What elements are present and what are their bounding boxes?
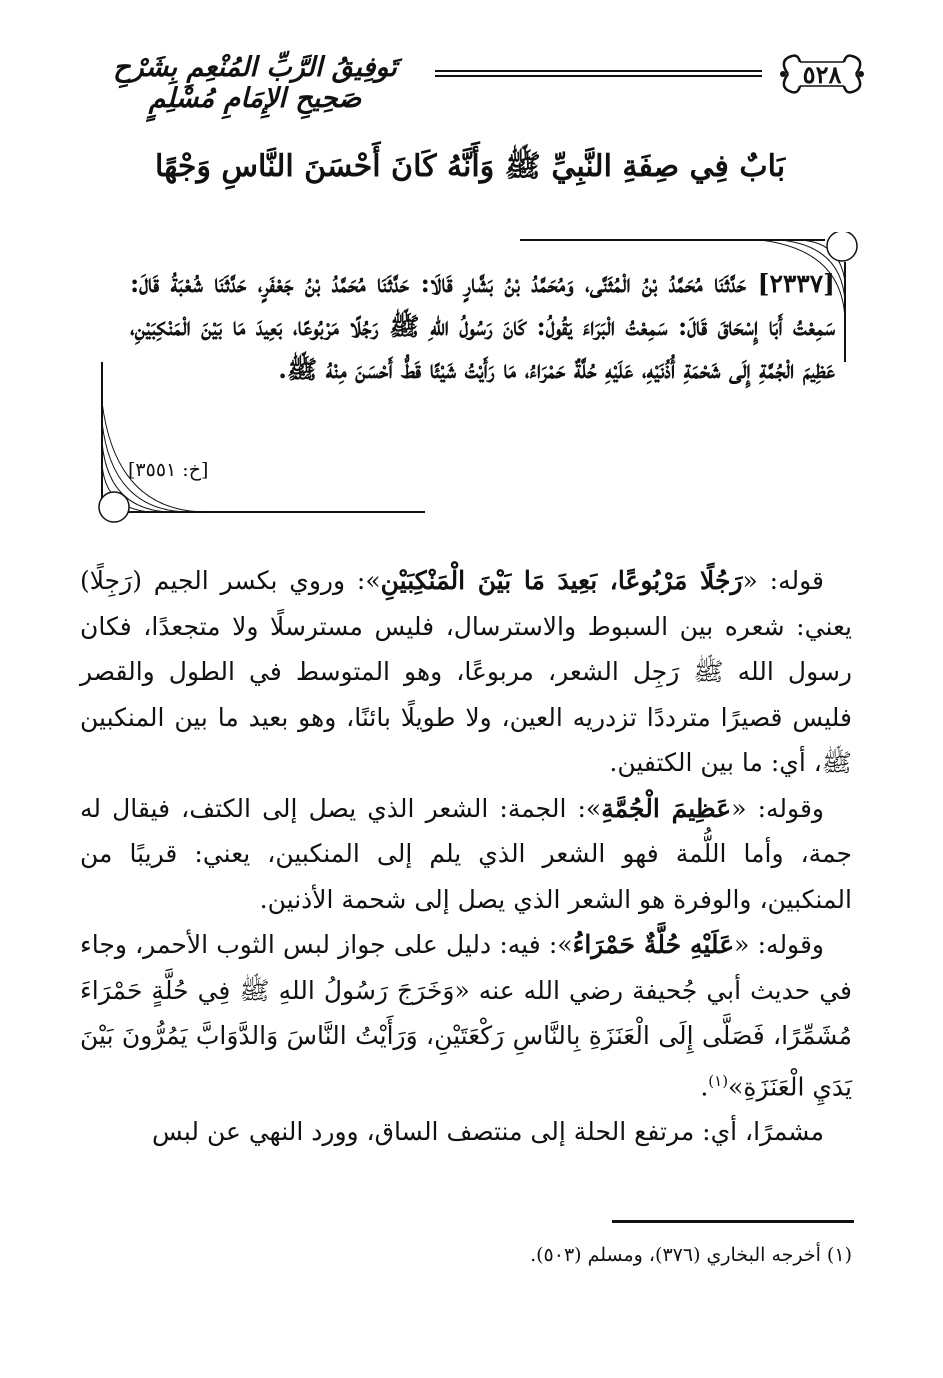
commentary-paragraph (80, 558, 852, 786)
commentary (80, 558, 852, 1155)
commentary-paragraph (80, 922, 852, 1109)
page-number: ٥٢٨ (802, 59, 842, 89)
footnote-marker[interactable]: (١) (708, 1071, 729, 1090)
quoted-phrase: عَظِيمَ الْجُمَّةِ (601, 793, 732, 823)
commentary-lead: قوله: « (742, 566, 824, 595)
commentary-paragraph: مشمرًا، أي: مرتفع الحلة إلى منتصف الساق، وورد النهي عن لبس (151, 1117, 824, 1147)
quoted-phrase: عَلَيْهِ حُلَّةٌ حَمْرَاءُ (572, 930, 735, 959)
commentary-text: »: فيه: دليل على جواز لبس الثوب الأحمر، وجاء في حديث أبي جُحيفة رضي الله عنه «وَخَرَجَ رَسُولُ اللهِ ﷺ فِي حُلَّةٍ حَمْرَاءَ مُشَمِّرًا، فَصَلَّى إِلَى الْعَنَزَةِ بِالنَّاسِ رَكْعَتَيْنِ، وَرَأَيْتُ النَّاسَ وَالدَّوَابَّ يَمُرُّونَ بَيْنَ يَدَيِ الْعَنَزَةِ» (80, 930, 852, 1101)
commentary-text: »: وروي بكسر الجيم (رَجِلًا) يعني: شعره بين السبوط والاسترسال، فليس مسترسلًا ولا متجعدًا، فكان رسول الله ﷺ رَجِل الشعر، مربوعًا، وهو المتوسط في الطول والقصر فليس قصيرًا مترددًا تزدريه العين، ولا طويلًا بائنًا، وهو بعيد ما بين المنكبين ﷺ، أي: ما بين الكتفين. (80, 566, 853, 777)
book-title: تَوفِيقُ الرَّبِّ المُنْعِمِ بِشَرْحِ صَحِيحِ الإِمَامِ مُسْلِمٍ (113, 52, 397, 114)
hadith-reference: [خ: ٣٥٥١] (128, 459, 209, 481)
page-number-badge (774, 50, 870, 98)
quoted-phrase: رَجُلًا مَرْبُوعًا، بَعِيدَ مَا بَيْنَ الْمَنْكِبَيْنِ (380, 566, 743, 595)
commentary-lead: وقوله: « (734, 930, 824, 959)
commentary-paragraph (80, 786, 852, 923)
footnote-divider (612, 1220, 854, 1223)
chapter-title: بَابٌ فِي صِفَةِ النَّبِيِّ ﷺ وَأَنَّهُ كَانَ أَحْسَنَ النَّاسِ وَجْهًا (154, 149, 786, 184)
commentary-text: »: الجمة: الشعر الذي يصل إلى الكتف، فيقال له جمة، وأما اللُّمة فهو الشعر الذي يلم إلى المنكبين، يعني: قريبًا من المنكبين، والوفرة هو الشعر الذي يصل إلى شحمة الأذنين. (80, 793, 852, 914)
commentary-lead: وقوله: « (731, 793, 824, 823)
hadith-text: [٢٣٣٧] حَدَّثَنَا مُحَمَّدُ بْنُ الْمُثَنَّى، وَمُحَمَّدُ بْنُ بَشَّارٍ قَالَا: حَدَّثَنَا مُحَمَّدُ بْنُ جَعْفَرٍ، حَدَّثَنَا شُعْبَةُ قَالَ: سَمِعْتُ أَبَا إِسْحَاقَ قَالَ: سَمِعْتُ الْبَرَاءَ يَقُولُ: كَانَ رَسُولُ اللهِ ﷺ رَجُلًا مَرْبُوعًا، بَعِيدَ مَا بَيْنَ الْمَنْكِبَيْنِ، عَظِيمَ الْجُمَّةِ إِلَى شَحْمَةِ أُذُنَيْهِ، عَلَيْهِ حُلَّةٌ حَمْرَاءُ، مَا رَأَيْتُ شَيْئًا قَطُّ أَحْسَنَ مِنْهُ ﷺ. (130, 269, 835, 384)
header-rule (435, 70, 762, 78)
footnote: (١) أخرجه البخاري (٣٧٦)، ومسلم (٥٠٣). (530, 1244, 852, 1266)
page-header (90, 40, 870, 114)
commentary-text: . (700, 1071, 709, 1101)
